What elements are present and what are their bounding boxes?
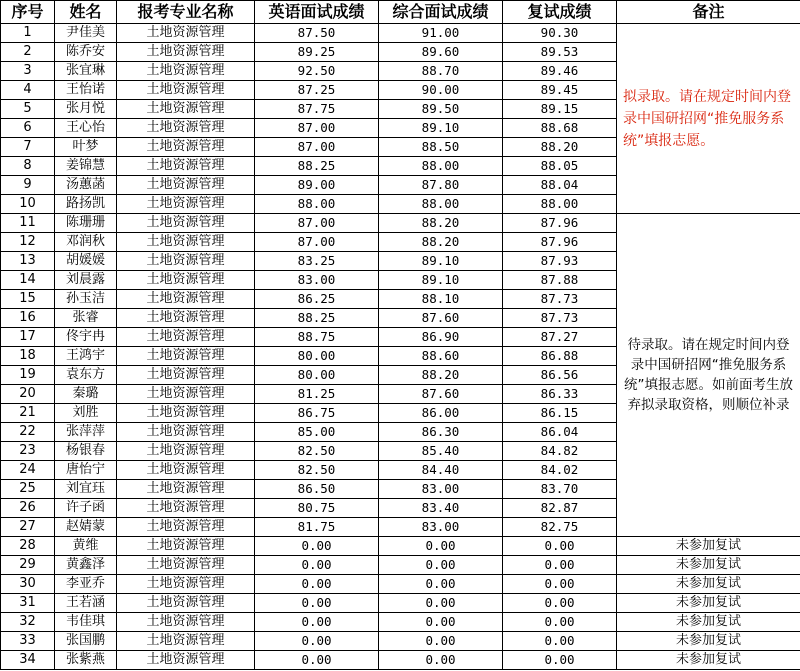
major-name: 土地资源管理 (117, 24, 255, 43)
comprehensive-score: 0.00 (379, 537, 503, 556)
comprehensive-score: 86.90 (379, 328, 503, 347)
student-name: 路扬凯 (55, 195, 117, 214)
english-score: 87.00 (255, 138, 379, 157)
comprehensive-score: 88.50 (379, 138, 503, 157)
retest-score: 89.53 (503, 43, 617, 62)
retest-score: 89.46 (503, 62, 617, 81)
header-name: 姓名 (55, 1, 117, 24)
english-score: 87.75 (255, 100, 379, 119)
major-name: 土地资源管理 (117, 214, 255, 233)
student-name: 李亚乔 (55, 575, 117, 594)
row-number: 14 (1, 271, 55, 290)
english-score: 0.00 (255, 613, 379, 632)
student-name: 张睿 (55, 309, 117, 328)
remark-note: 未参加复试 (617, 632, 800, 651)
header-english-score: 英语面试成绩 (255, 1, 379, 24)
major-name: 土地资源管理 (117, 423, 255, 442)
comprehensive-score: 84.40 (379, 461, 503, 480)
row-number: 3 (1, 62, 55, 81)
major-name: 土地资源管理 (117, 404, 255, 423)
row-number: 4 (1, 81, 55, 100)
english-score: 83.25 (255, 252, 379, 271)
retest-score: 87.73 (503, 290, 617, 309)
header-major: 报考专业名称 (117, 1, 255, 24)
remark-note: 未参加复试 (617, 613, 800, 632)
major-name: 土地资源管理 (117, 252, 255, 271)
retest-score: 88.00 (503, 195, 617, 214)
comprehensive-score: 88.20 (379, 366, 503, 385)
row-number: 10 (1, 195, 55, 214)
comprehensive-score: 89.10 (379, 252, 503, 271)
header-retest-score: 复试成绩 (503, 1, 617, 24)
major-name: 土地资源管理 (117, 290, 255, 309)
major-name: 土地资源管理 (117, 233, 255, 252)
major-name: 土地资源管理 (117, 309, 255, 328)
retest-score: 87.27 (503, 328, 617, 347)
english-score: 81.25 (255, 385, 379, 404)
student-name: 佟宇冉 (55, 328, 117, 347)
comprehensive-score: 88.60 (379, 347, 503, 366)
retest-score: 84.82 (503, 442, 617, 461)
student-name: 孙玉洁 (55, 290, 117, 309)
english-score: 89.00 (255, 176, 379, 195)
table-row (1, 594, 800, 613)
comprehensive-score: 89.50 (379, 100, 503, 119)
table-row (1, 537, 800, 556)
major-name: 土地资源管理 (117, 461, 255, 480)
retest-score: 88.68 (503, 119, 617, 138)
retest-score: 88.04 (503, 176, 617, 195)
major-name: 土地资源管理 (117, 328, 255, 347)
row-number: 7 (1, 138, 55, 157)
comprehensive-score: 0.00 (379, 632, 503, 651)
student-name: 秦璐 (55, 385, 117, 404)
comprehensive-score: 87.60 (379, 309, 503, 328)
row-number: 33 (1, 632, 55, 651)
row-number: 34 (1, 651, 55, 670)
retest-score: 83.70 (503, 480, 617, 499)
comprehensive-score: 0.00 (379, 651, 503, 670)
student-name: 韦佳琪 (55, 613, 117, 632)
retest-score: 87.93 (503, 252, 617, 271)
english-score: 0.00 (255, 537, 379, 556)
row-number: 6 (1, 119, 55, 138)
major-name: 土地资源管理 (117, 575, 255, 594)
major-name: 土地资源管理 (117, 385, 255, 404)
row-number: 27 (1, 518, 55, 537)
comprehensive-score: 91.00 (379, 24, 503, 43)
header-comprehensive-score: 综合面试成绩 (379, 1, 503, 24)
remark-group-note: 拟录取。请在规定时间内登录中国研招网“推免服务系统”填报志愿。 (617, 24, 800, 214)
comprehensive-score: 90.00 (379, 81, 503, 100)
student-name: 陈乔安 (55, 43, 117, 62)
comprehensive-score: 83.00 (379, 518, 503, 537)
english-score: 87.00 (255, 233, 379, 252)
row-number: 22 (1, 423, 55, 442)
major-name: 土地资源管理 (117, 62, 255, 81)
retest-score: 90.30 (503, 24, 617, 43)
remark-note: 未参加复试 (617, 556, 800, 575)
row-number: 12 (1, 233, 55, 252)
english-score: 82.50 (255, 461, 379, 480)
major-name: 土地资源管理 (117, 518, 255, 537)
student-name: 黄鑫泽 (55, 556, 117, 575)
english-score: 88.25 (255, 157, 379, 176)
comprehensive-score: 88.20 (379, 214, 503, 233)
row-number: 5 (1, 100, 55, 119)
remark-group-note: 待录取。请在规定时间内登录中国研招网“推免服务系统”填报志愿。如前面考生放弃拟录取资格，则顺位补录 (617, 214, 800, 537)
row-number: 16 (1, 309, 55, 328)
comprehensive-score: 0.00 (379, 575, 503, 594)
retest-score: 88.05 (503, 157, 617, 176)
retest-score: 0.00 (503, 632, 617, 651)
student-name: 尹佳美 (55, 24, 117, 43)
row-number: 2 (1, 43, 55, 62)
retest-score: 0.00 (503, 575, 617, 594)
comprehensive-score: 0.00 (379, 556, 503, 575)
student-name: 王若涵 (55, 594, 117, 613)
major-name: 土地资源管理 (117, 613, 255, 632)
student-name: 张紫燕 (55, 651, 117, 670)
retest-score: 0.00 (503, 651, 617, 670)
major-name: 土地资源管理 (117, 556, 255, 575)
comprehensive-score: 87.80 (379, 176, 503, 195)
remark-note: 未参加复试 (617, 575, 800, 594)
major-name: 土地资源管理 (117, 138, 255, 157)
english-score: 80.75 (255, 499, 379, 518)
retest-score: 82.75 (503, 518, 617, 537)
row-number: 32 (1, 613, 55, 632)
retest-score: 87.96 (503, 233, 617, 252)
major-name: 土地资源管理 (117, 195, 255, 214)
comprehensive-score: 88.00 (379, 157, 503, 176)
retest-score: 89.15 (503, 100, 617, 119)
english-score: 86.25 (255, 290, 379, 309)
row-number: 11 (1, 214, 55, 233)
student-name: 张国鹏 (55, 632, 117, 651)
retest-score: 82.87 (503, 499, 617, 518)
row-number: 28 (1, 537, 55, 556)
comprehensive-score: 85.40 (379, 442, 503, 461)
english-score: 81.75 (255, 518, 379, 537)
comprehensive-score: 89.10 (379, 119, 503, 138)
major-name: 土地资源管理 (117, 43, 255, 62)
row-number: 23 (1, 442, 55, 461)
major-name: 土地资源管理 (117, 347, 255, 366)
student-name: 刘胜 (55, 404, 117, 423)
table-row (1, 214, 800, 233)
header-no: 序号 (1, 1, 55, 24)
comprehensive-score: 0.00 (379, 594, 503, 613)
row-number: 29 (1, 556, 55, 575)
retest-score: 87.73 (503, 309, 617, 328)
table-row (1, 632, 800, 651)
row-number: 24 (1, 461, 55, 480)
english-score: 0.00 (255, 632, 379, 651)
comprehensive-score: 89.60 (379, 43, 503, 62)
student-name: 袁东方 (55, 366, 117, 385)
retest-score: 0.00 (503, 537, 617, 556)
row-number: 31 (1, 594, 55, 613)
student-name: 黄维 (55, 537, 117, 556)
remark-note: 未参加复试 (617, 594, 800, 613)
row-number: 21 (1, 404, 55, 423)
student-name: 刘宜珏 (55, 480, 117, 499)
english-score: 80.00 (255, 366, 379, 385)
english-score: 0.00 (255, 594, 379, 613)
student-name: 刘晨露 (55, 271, 117, 290)
comprehensive-score: 89.10 (379, 271, 503, 290)
student-name: 张月悦 (55, 100, 117, 119)
student-name: 张宜琳 (55, 62, 117, 81)
retest-score: 87.96 (503, 214, 617, 233)
student-name: 陈珊珊 (55, 214, 117, 233)
student-name: 张萍萍 (55, 423, 117, 442)
remark-note: 未参加复试 (617, 651, 800, 670)
major-name: 土地资源管理 (117, 100, 255, 119)
table-row (1, 24, 800, 43)
student-name: 王鸿宇 (55, 347, 117, 366)
comprehensive-score: 86.30 (379, 423, 503, 442)
english-score: 87.50 (255, 24, 379, 43)
table-row (1, 613, 800, 632)
major-name: 土地资源管理 (117, 81, 255, 100)
comprehensive-score: 86.00 (379, 404, 503, 423)
retest-score: 86.04 (503, 423, 617, 442)
comprehensive-score: 88.70 (379, 62, 503, 81)
row-number: 30 (1, 575, 55, 594)
major-name: 土地资源管理 (117, 271, 255, 290)
row-number: 26 (1, 499, 55, 518)
student-name: 胡媛媛 (55, 252, 117, 271)
comprehensive-score: 88.10 (379, 290, 503, 309)
retest-score: 0.00 (503, 594, 617, 613)
table-row (1, 575, 800, 594)
english-score: 80.00 (255, 347, 379, 366)
row-number: 1 (1, 24, 55, 43)
student-name: 许子函 (55, 499, 117, 518)
english-score: 83.00 (255, 271, 379, 290)
row-number: 13 (1, 252, 55, 271)
row-number: 9 (1, 176, 55, 195)
table-body (1, 24, 800, 670)
row-number: 8 (1, 157, 55, 176)
english-score: 82.50 (255, 442, 379, 461)
english-score: 0.00 (255, 575, 379, 594)
retest-score: 88.20 (503, 138, 617, 157)
english-score: 87.25 (255, 81, 379, 100)
row-number: 18 (1, 347, 55, 366)
student-name: 叶梦 (55, 138, 117, 157)
english-score: 86.75 (255, 404, 379, 423)
english-score: 87.00 (255, 119, 379, 138)
row-number: 19 (1, 366, 55, 385)
student-name: 杨银春 (55, 442, 117, 461)
retest-score: 86.15 (503, 404, 617, 423)
major-name: 土地资源管理 (117, 651, 255, 670)
row-number: 20 (1, 385, 55, 404)
row-number: 17 (1, 328, 55, 347)
english-score: 89.25 (255, 43, 379, 62)
student-name: 姜锦慧 (55, 157, 117, 176)
major-name: 土地资源管理 (117, 480, 255, 499)
remark-note: 未参加复试 (617, 537, 800, 556)
retest-score: 86.88 (503, 347, 617, 366)
major-name: 土地资源管理 (117, 119, 255, 138)
retest-score: 84.02 (503, 461, 617, 480)
english-score: 88.25 (255, 309, 379, 328)
header-remark: 备注 (617, 1, 800, 24)
english-score: 0.00 (255, 651, 379, 670)
english-score: 0.00 (255, 556, 379, 575)
english-score: 87.00 (255, 214, 379, 233)
comprehensive-score: 88.20 (379, 233, 503, 252)
comprehensive-score: 87.60 (379, 385, 503, 404)
english-score: 88.75 (255, 328, 379, 347)
major-name: 土地资源管理 (117, 366, 255, 385)
english-score: 85.00 (255, 423, 379, 442)
row-number: 25 (1, 480, 55, 499)
retest-score: 0.00 (503, 556, 617, 575)
student-name: 汤蕙菡 (55, 176, 117, 195)
student-name: 王心怡 (55, 119, 117, 138)
comprehensive-score: 0.00 (379, 613, 503, 632)
student-name: 王怡诺 (55, 81, 117, 100)
major-name: 土地资源管理 (117, 594, 255, 613)
major-name: 土地资源管理 (117, 499, 255, 518)
retest-score: 86.56 (503, 366, 617, 385)
table-row (1, 651, 800, 670)
comprehensive-score: 83.00 (379, 480, 503, 499)
english-score: 92.50 (255, 62, 379, 81)
header-row (1, 1, 800, 24)
retest-score: 87.88 (503, 271, 617, 290)
retest-score: 89.45 (503, 81, 617, 100)
table-row (1, 556, 800, 575)
english-score: 88.00 (255, 195, 379, 214)
row-number: 15 (1, 290, 55, 309)
major-name: 土地资源管理 (117, 176, 255, 195)
major-name: 土地资源管理 (117, 632, 255, 651)
student-name: 邓润秋 (55, 233, 117, 252)
comprehensive-score: 83.40 (379, 499, 503, 518)
retest-score: 86.33 (503, 385, 617, 404)
student-name: 赵婧蒙 (55, 518, 117, 537)
comprehensive-score: 88.00 (379, 195, 503, 214)
major-name: 土地资源管理 (117, 157, 255, 176)
student-name: 唐怡宁 (55, 461, 117, 480)
major-name: 土地资源管理 (117, 537, 255, 556)
english-score: 86.50 (255, 480, 379, 499)
retest-score: 0.00 (503, 613, 617, 632)
major-name: 土地资源管理 (117, 442, 255, 461)
